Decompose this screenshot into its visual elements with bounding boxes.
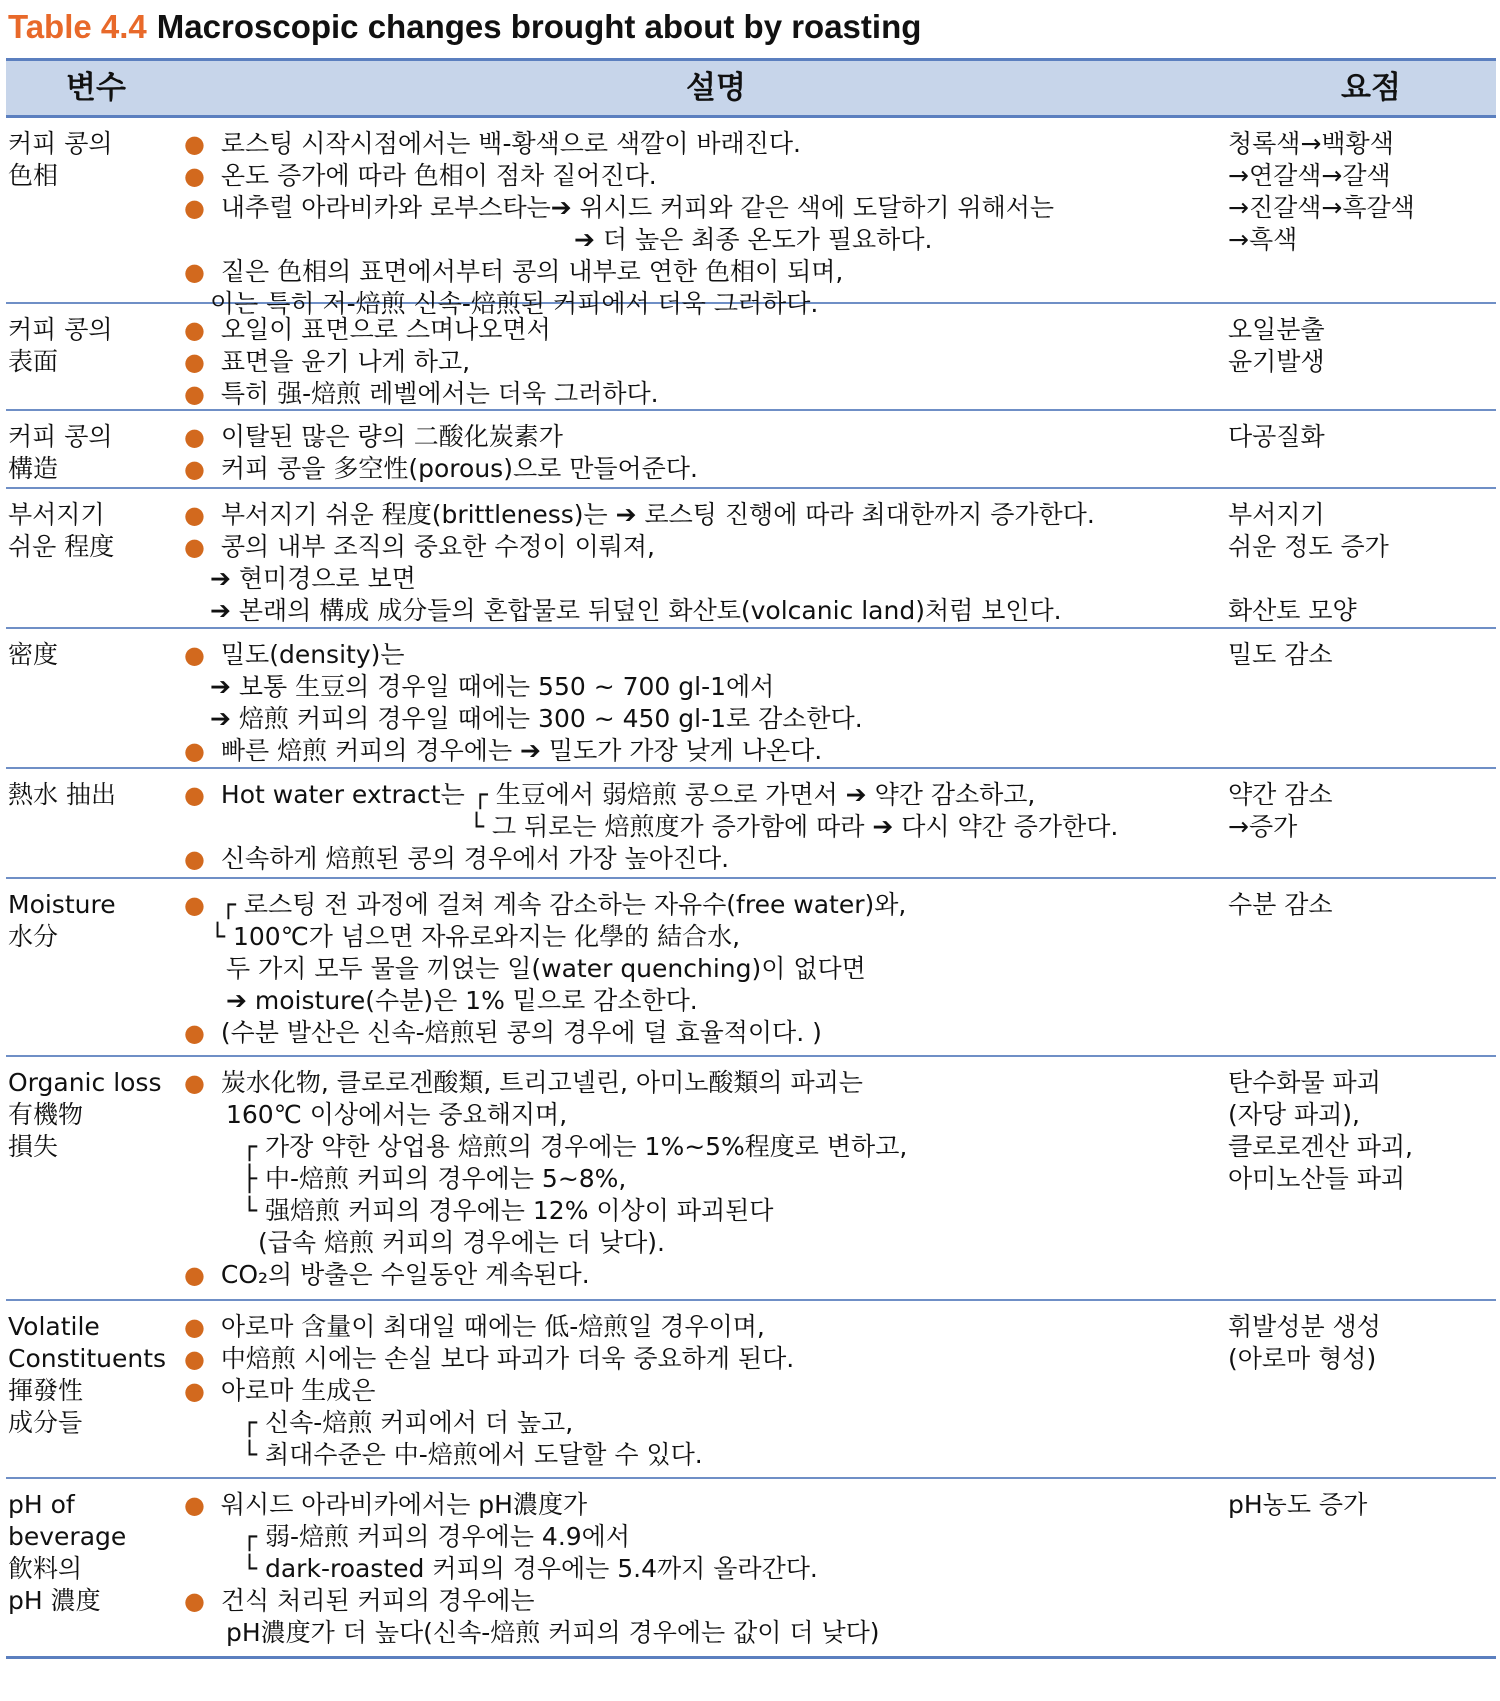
description-line: ● 中焙煎 시에는 손실 보다 파괴가 더욱 중요하게 된다. <box>184 1344 795 1373</box>
description-line: ● 밀도(density)는 <box>184 640 405 669</box>
table-row-brittleness <box>6 489 1496 629</box>
table-row-density <box>6 629 1496 769</box>
description-line: ● CO₂의 방출은 수일동안 계속된다. <box>184 1260 590 1289</box>
description-line: ➔ 본래의 構成 成分들의 혼합물로 뒤덮인 화산토(volcanic land)처럼 보인다. <box>210 596 1062 625</box>
points-line: 아미노산들 파괴 <box>1228 1164 1405 1193</box>
description-line: └ dark-roasted 커피의 경우에는 5.4까지 올라간다. <box>242 1554 818 1583</box>
table-title <box>8 8 921 48</box>
points-line: →진갈색→흑갈색 <box>1228 193 1415 222</box>
description-line: ● 炭水化物, 클로로겐酸類, 트리고넬린, 아미노酸類의 파괴는 <box>184 1068 863 1097</box>
table-row-ph <box>6 1479 1496 1659</box>
description-line: └ 그 뒤로는 焙煎度가 증가함에 따라 ➔ 다시 약간 증가한다. <box>469 812 1119 841</box>
table-row-color <box>6 118 1496 318</box>
table-row-moisture <box>6 879 1496 1057</box>
variable-line: 쉬운 程度 <box>8 532 115 561</box>
bullet-icon: ● <box>184 533 205 561</box>
variable-line: pH of <box>8 1490 75 1519</box>
table-row-hot-water-extract <box>6 769 1496 879</box>
bullet-icon: ● <box>184 380 205 408</box>
bullet-icon: ● <box>184 194 205 222</box>
points-cell <box>1228 639 1493 671</box>
bullet-icon: ● <box>184 1345 205 1373</box>
points-line: →증가 <box>1228 812 1298 841</box>
points-line: pH농도 증가 <box>1228 1490 1368 1519</box>
variable-line: 커피 콩의 <box>8 315 113 344</box>
description-line: ● 아로마 生成은 <box>184 1376 376 1405</box>
bullet-icon: ● <box>184 258 205 286</box>
header-points: 요점 <box>1341 70 1401 106</box>
variable-line: Organic loss <box>8 1068 162 1097</box>
description-line: pH濃度가 더 높다(신속-焙煎 커피의 경우에는 값이 더 낮다) <box>226 1618 880 1647</box>
description-line: └ 100℃가 넘으면 자유로와지는 化學的 結合水, <box>210 922 741 951</box>
table-row-surface <box>6 304 1496 411</box>
description-line: ● 콩의 내부 조직의 중요한 수정이 이뤄져, <box>184 532 655 561</box>
variable-cell <box>8 1489 183 1617</box>
variable-line: 熱水 抽出 <box>8 780 116 809</box>
points-line: (아로마 형성) <box>1228 1344 1377 1373</box>
table-row-organic-loss <box>6 1057 1496 1301</box>
description-line: 160℃ 이상에서는 중요해지며, <box>226 1100 568 1129</box>
description-line: ● 커피 콩을 多空性(porous)으로 만들어준다. <box>184 454 698 483</box>
points-line: →흑색 <box>1228 225 1298 254</box>
description-line: ● 온도 증가에 따라 色相이 점차 짙어진다. <box>184 161 657 190</box>
variable-line: 부서지기 <box>8 500 105 529</box>
description-cell <box>184 1489 1234 1649</box>
variable-line: beverage <box>8 1522 127 1551</box>
variable-line: 構造 <box>8 454 59 483</box>
description-line: ├ 中-焙煎 커피의 경우에는 5~8%, <box>242 1164 627 1193</box>
bullet-icon: ● <box>184 641 205 669</box>
points-line: 쉬운 정도 증가 <box>1228 532 1389 561</box>
bullet-icon: ● <box>184 501 205 529</box>
description-line: ● 이탈된 많은 량의 二酸化炭素가 <box>184 422 563 451</box>
points-cell <box>1228 314 1493 378</box>
points-cell <box>1228 421 1493 453</box>
variable-line: Constituents <box>8 1344 167 1373</box>
description-line: ➔ 보통 生豆의 경우일 때에는 550 ~ 700 gl-1에서 <box>210 672 775 701</box>
description-line: ┌ 弱-焙煎 커피의 경우에는 4.9에서 <box>242 1522 630 1551</box>
points-line: 윤기발생 <box>1228 347 1325 376</box>
description-line: ● Hot water extract는 ┌ 生豆에서 弱焙煎 콩으로 가면서 ➔ 약간 감소하고, <box>184 780 1036 809</box>
points-line: 약간 감소 <box>1228 780 1333 809</box>
description-line: ➔ 현미경으로 보면 <box>210 564 416 593</box>
description-line: ● 부서지기 쉬운 程度(brittleness)는 ➔ 로스팅 진행에 따라 최대한까지 증가한다. <box>184 500 1095 529</box>
description-cell <box>184 421 1234 485</box>
variable-line: 커피 콩의 <box>8 129 113 158</box>
description-cell <box>184 1311 1234 1471</box>
points-cell <box>1228 499 1493 627</box>
points-line: 클로로겐산 파괴, <box>1228 1132 1413 1161</box>
bullet-icon: ● <box>184 1019 205 1047</box>
table-number: Table 4.4 <box>8 8 147 45</box>
bullet-icon: ● <box>184 1261 205 1289</box>
table-row-volatile <box>6 1301 1496 1479</box>
description-cell <box>184 889 1234 1049</box>
description-line: ● (수분 발산은 신속-焙煎된 콩의 경우에 덜 효율적이다. ) <box>184 1018 822 1047</box>
points-line: 오일분출 <box>1228 315 1325 344</box>
description-cell <box>184 499 1234 627</box>
description-line: ● 워시드 아라비카에서는 pH濃度가 <box>184 1490 588 1519</box>
description-line: ➔ 焙煎 커피의 경우일 때에는 300 ~ 450 gl-1로 감소한다. <box>210 704 863 733</box>
bullet-icon: ● <box>184 316 205 344</box>
description-line: ● 특히 强-焙煎 레벨에서는 더욱 그러하다. <box>184 379 659 408</box>
points-line: →연갈색→갈색 <box>1228 161 1391 190</box>
description-line: ● 내추럴 아라비카와 로부스타는➔ 위시드 커피와 같은 색에 도달하기 위해서는 <box>184 193 1055 222</box>
description-line: ➔ 더 높은 최종 온도가 필요하다. <box>574 225 933 254</box>
description-line: └ 强焙煎 커피의 경우에는 12% 이상이 파괴된다 <box>242 1196 774 1225</box>
bullet-icon: ● <box>184 455 205 483</box>
variable-cell <box>8 128 183 192</box>
description-cell <box>184 639 1234 767</box>
variable-cell <box>8 779 183 811</box>
points-line: 수분 감소 <box>1228 890 1333 919</box>
description-line: 이는 특히 저-焙煎 신속-焙煎된 커피에서 더욱 그러하다. <box>210 289 819 318</box>
table-row-structure <box>6 411 1496 489</box>
roasting-changes-table <box>6 58 1496 1659</box>
description-line: ● 짙은 色相의 표면에서부터 콩의 내부로 연한 色相이 되며, <box>184 257 844 286</box>
description-line: └ 최대수준은 中-焙煎에서 도달할 수 있다. <box>242 1440 703 1469</box>
description-line: ● 표면을 윤기 나게 하고, <box>184 347 471 376</box>
description-line: ● 로스팅 시작시점에서는 백-황색으로 색깔이 바래진다. <box>184 129 801 158</box>
description-line: ➔ moisture(수분)은 1% 밑으로 감소한다. <box>226 986 698 1015</box>
bullet-icon: ● <box>184 162 205 190</box>
points-cell <box>1228 1311 1493 1375</box>
bullet-icon: ● <box>184 845 205 873</box>
description-line: (급속 焙煎 커피의 경우에는 더 낮다). <box>258 1228 665 1257</box>
points-cell <box>1228 128 1493 256</box>
table-header-row <box>6 58 1496 118</box>
bullet-icon: ● <box>184 348 205 376</box>
variable-line: 揮發性 <box>8 1376 84 1405</box>
variable-cell <box>8 889 183 953</box>
description-cell <box>184 779 1234 875</box>
bullet-icon: ● <box>184 130 205 158</box>
description-line: ┌ 신속-焙煎 커피에서 더 높고, <box>242 1408 574 1437</box>
header-variable: 변수 <box>66 70 126 106</box>
description-line: ● 빠른 焙煎 커피의 경우에는 ➔ 밀도가 가장 낮게 나온다. <box>184 736 823 765</box>
variable-cell <box>8 499 183 563</box>
table-title-text: Macroscopic changes brought about by roasting <box>156 8 922 45</box>
variable-line: 表面 <box>8 347 59 376</box>
variable-cell <box>8 1067 183 1163</box>
description-cell <box>184 1067 1234 1291</box>
points-line: 부서지기 <box>1228 500 1325 529</box>
variable-line: 커피 콩의 <box>8 422 113 451</box>
points-cell <box>1228 889 1493 921</box>
points-line: 밀도 감소 <box>1228 640 1333 669</box>
points-line: (자당 파괴), <box>1228 1100 1361 1129</box>
variable-line: 飮料의 <box>8 1554 83 1583</box>
description-line: ● 건식 처리된 커피의 경우에는 <box>184 1586 535 1615</box>
bullet-icon: ● <box>184 1377 205 1405</box>
variable-line: pH 濃度 <box>8 1586 101 1615</box>
variable-line: 色相 <box>8 161 59 190</box>
points-cell <box>1228 1067 1493 1195</box>
points-line: 휘발성분 생성 <box>1228 1312 1381 1341</box>
variable-line: Moisture <box>8 890 116 919</box>
points-line <box>1228 563 1493 595</box>
description-line: ┌ 가장 약한 상업용 焙煎의 경우에는 1%~5%程度로 변하고, <box>242 1132 908 1161</box>
description-line: ● 신속하게 焙煎된 콩의 경우에서 가장 높아진다. <box>184 844 730 873</box>
description-line: ● ┌ 로스팅 전 과정에 걸쳐 계속 감소하는 자유수(free water)와, <box>184 890 907 919</box>
points-cell <box>1228 779 1493 843</box>
points-cell <box>1228 1489 1493 1521</box>
description-line: 두 가지 모두 물을 끼얹는 일(water quenching)이 없다면 <box>226 954 866 983</box>
variable-cell <box>8 1311 183 1439</box>
points-line: 청록색→백황색 <box>1228 129 1394 158</box>
header-description: 설명 <box>686 70 746 106</box>
variable-line: 密度 <box>8 640 59 669</box>
bullet-icon: ● <box>184 781 205 809</box>
variable-cell <box>8 421 183 485</box>
bullet-icon: ● <box>184 1313 205 1341</box>
description-cell <box>184 128 1234 320</box>
bullet-icon: ● <box>184 1069 205 1097</box>
points-line: 화산토 모양 <box>1228 596 1357 625</box>
description-cell <box>184 314 1234 410</box>
variable-cell <box>8 314 183 378</box>
variable-line: 成分들 <box>8 1408 83 1437</box>
variable-line: 水分 <box>8 922 59 951</box>
variable-cell <box>8 639 183 671</box>
points-line: 다공질화 <box>1228 422 1325 451</box>
variable-line: Volatile <box>8 1312 100 1341</box>
bullet-icon: ● <box>184 1491 205 1519</box>
bullet-icon: ● <box>184 891 205 919</box>
description-line: ● 오일이 표면으로 스며나오면서 <box>184 315 551 344</box>
bullet-icon: ● <box>184 423 205 451</box>
points-line: 탄수화물 파괴 <box>1228 1068 1381 1097</box>
bullet-icon: ● <box>184 1587 205 1615</box>
bullet-icon: ● <box>184 737 205 765</box>
description-line: ● 아로마 含量이 최대일 때에는 低-焙煎일 경우이며, <box>184 1312 765 1341</box>
variable-line: 有機物 <box>8 1100 84 1129</box>
variable-line: 損失 <box>8 1132 59 1161</box>
